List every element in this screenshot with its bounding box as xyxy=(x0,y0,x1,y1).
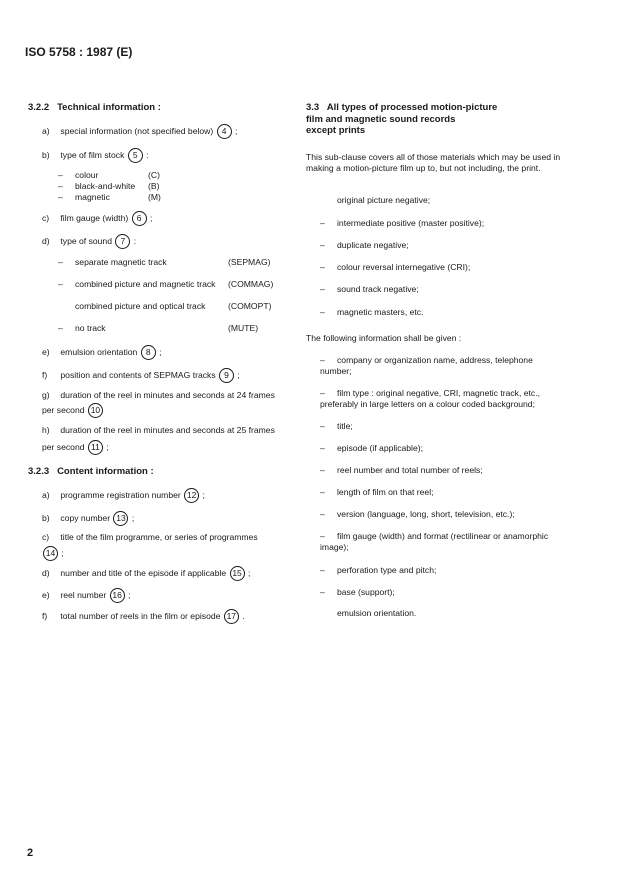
content-item-c xyxy=(42,532,258,543)
info-text: title; xyxy=(337,421,353,431)
material-text: original picture negative; xyxy=(337,195,431,205)
list-item xyxy=(58,257,271,268)
dash: – xyxy=(320,509,325,519)
info-text: perforation type and pitch; xyxy=(337,565,437,575)
page-header: ISO 5758 : 1987 (E) xyxy=(25,45,133,59)
material-item xyxy=(320,195,430,206)
circled-number: 16 xyxy=(110,588,125,603)
sound-code: (MUTE) xyxy=(228,323,259,333)
item-text: duration of the reel in minutes and seconds at 24 frames xyxy=(60,390,275,400)
item-label: c) xyxy=(42,532,50,542)
item-punct: ; xyxy=(61,547,64,558)
info-item xyxy=(320,421,353,432)
material-item xyxy=(320,284,419,295)
dash: – xyxy=(320,240,325,250)
item-label: b) xyxy=(42,149,50,160)
list-item xyxy=(58,301,272,312)
dash: – xyxy=(58,279,63,289)
sound-code: (SEPMAG) xyxy=(228,257,271,267)
item-punct: ; xyxy=(150,212,153,223)
list-item xyxy=(58,192,161,203)
dash: – xyxy=(320,531,325,541)
dash: – xyxy=(58,181,63,191)
item-b xyxy=(42,148,149,163)
section-number: 3.3 xyxy=(306,102,320,113)
item-label: d) xyxy=(42,567,50,578)
material-item xyxy=(320,218,484,229)
item-punct: ; xyxy=(202,489,205,500)
item-text: copy number xyxy=(60,512,111,523)
item-h-continued xyxy=(42,440,109,455)
item-f xyxy=(42,368,240,383)
item-punct: : xyxy=(146,149,149,160)
item-label: f) xyxy=(42,369,48,380)
section-3-2-3-heading xyxy=(28,466,154,477)
item-text: type of sound xyxy=(60,235,112,246)
circled-number: 13 xyxy=(113,511,128,526)
item-text: position and contents of SEPMAG tracks xyxy=(60,369,216,380)
item-text: type of film stock xyxy=(60,149,125,160)
list-item xyxy=(58,170,160,181)
stock-code: (C) xyxy=(148,170,160,180)
item-label: c) xyxy=(42,212,50,223)
item-punct: ; xyxy=(128,589,131,600)
info-text: length of film on that reel; xyxy=(337,487,434,497)
item-punct: ; xyxy=(159,346,162,357)
stock-code: (B) xyxy=(148,181,160,191)
following-info-intro: The following information shall be given : xyxy=(306,333,462,343)
stock-name: colour xyxy=(75,170,99,180)
circled-number: 15 xyxy=(230,566,245,581)
item-label: e) xyxy=(42,589,50,600)
section-3-2-2-heading xyxy=(28,102,161,113)
dash: – xyxy=(320,421,325,431)
material-item xyxy=(320,307,423,318)
sound-type: combined picture and optical track xyxy=(75,301,206,311)
item-label: g) xyxy=(42,390,50,400)
dash: – xyxy=(58,257,63,267)
circled-number: 6 xyxy=(132,211,147,226)
sound-type: separate magnetic track xyxy=(75,257,167,267)
circled-number: 10 xyxy=(88,403,103,418)
material-item xyxy=(320,262,470,273)
dash: – xyxy=(320,218,325,228)
item-label: b) xyxy=(42,512,50,523)
material-text: magnetic masters, etc. xyxy=(337,307,424,317)
item-label: f) xyxy=(42,610,48,621)
info-text: reel number and total number of reels; xyxy=(337,465,483,475)
info-item xyxy=(320,443,423,454)
dash: – xyxy=(320,284,325,294)
item-text: special information (not specified below) xyxy=(60,125,214,136)
content-item-b xyxy=(42,511,134,526)
dash: – xyxy=(58,170,63,180)
content-item-a xyxy=(42,488,205,503)
intro-paragraph: This sub-clause covers all of those materials which may be used in making a motion-picture film up to, but not including, the print. xyxy=(306,152,561,173)
section-title-line-2: film and magnetic sound records xyxy=(306,113,456,125)
info-item xyxy=(320,587,395,598)
dash: – xyxy=(58,192,63,202)
dash: – xyxy=(320,487,325,497)
item-text: programme registration number xyxy=(60,489,181,500)
info-text: company or organization name, address, telephone number; xyxy=(320,355,533,376)
item-text: film gauge (width) xyxy=(60,212,129,223)
list-item xyxy=(58,181,160,192)
info-item xyxy=(320,388,560,410)
content-item-f xyxy=(42,609,245,624)
info-item xyxy=(320,608,416,619)
info-item xyxy=(320,355,560,377)
item-punct: ; xyxy=(235,125,238,136)
dash: – xyxy=(320,465,325,475)
dash: – xyxy=(320,307,325,317)
item-e xyxy=(42,345,161,360)
info-item xyxy=(320,565,436,576)
item-punct: . xyxy=(242,610,245,621)
item-g xyxy=(42,390,275,401)
item-label: h) xyxy=(42,425,50,435)
dash: – xyxy=(320,388,325,398)
item-label: d) xyxy=(42,235,50,246)
item-punct: ; xyxy=(131,512,135,523)
section-number: 3.2.2 xyxy=(28,102,50,113)
item-punct: ; xyxy=(237,369,240,380)
item-c xyxy=(42,211,152,226)
stock-name: black-and-white xyxy=(75,181,136,191)
dash: – xyxy=(320,587,325,597)
item-label: e) xyxy=(42,346,50,357)
material-text: duplicate negative; xyxy=(337,240,409,250)
item-g-continued xyxy=(42,403,104,418)
content-item-c-continued xyxy=(42,546,64,561)
dash: – xyxy=(320,565,325,575)
section-number: 3.2.3 xyxy=(28,466,50,477)
sound-code: (COMMAG) xyxy=(228,279,274,289)
dash: – xyxy=(58,323,63,333)
page-number: 2 xyxy=(27,847,34,859)
circled-number: 14 xyxy=(43,546,58,561)
info-item xyxy=(320,465,483,476)
info-text: base (support); xyxy=(337,587,395,597)
material-text: sound track negative; xyxy=(337,284,419,294)
stock-code: (M) xyxy=(148,192,161,202)
item-d xyxy=(42,234,136,249)
item-text: title of the film programme, or series of programmes xyxy=(60,532,258,542)
list-item xyxy=(58,279,274,290)
item-text: number and title of the episode if applicable xyxy=(60,567,227,578)
circled-number: 9 xyxy=(219,368,234,383)
sound-code: (COMOPT) xyxy=(228,301,272,311)
section-title-line-3: except prints xyxy=(306,125,366,136)
circled-number: 4 xyxy=(217,124,232,139)
item-punct: : xyxy=(133,235,137,246)
content-item-d xyxy=(42,566,250,581)
stock-name: magnetic xyxy=(75,192,110,202)
section-title: Technical information : xyxy=(57,102,161,113)
info-text: film gauge (width) and format (rectilinear or anamorphic image); xyxy=(320,531,549,552)
info-item xyxy=(320,531,560,553)
sound-type: combined picture and magnetic track xyxy=(75,279,216,289)
circled-number: 12 xyxy=(184,488,199,503)
item-text: total number of reels in the film or episode xyxy=(60,610,221,621)
item-h xyxy=(42,425,275,436)
dash: – xyxy=(320,443,325,453)
circled-number: 5 xyxy=(128,148,143,163)
circled-number: 17 xyxy=(224,609,239,624)
item-text: emulsion orientation xyxy=(60,346,138,357)
item-text: duration of the reel in minutes and seconds at 25 frames xyxy=(60,425,275,435)
info-text: version (language, long, short, television, etc.); xyxy=(337,509,515,519)
circled-number: 8 xyxy=(141,345,156,360)
info-text: episode (if applicable); xyxy=(337,443,423,453)
info-item xyxy=(320,487,434,498)
material-text: intermediate positive (master positive); xyxy=(337,218,485,228)
dash: – xyxy=(320,355,325,365)
content-item-e xyxy=(42,588,130,603)
section-3-3-heading xyxy=(306,102,497,137)
item-text: reel number xyxy=(60,589,107,600)
sound-type: no track xyxy=(75,323,106,333)
info-text: emulsion orientation. xyxy=(337,608,417,618)
item-text: per second xyxy=(42,404,85,415)
info-item xyxy=(320,509,515,520)
circled-number: 11 xyxy=(88,440,103,455)
dash: – xyxy=(320,262,325,272)
section-title: Content information : xyxy=(57,466,154,477)
item-a xyxy=(42,124,237,139)
circled-number: 7 xyxy=(115,234,130,249)
list-item xyxy=(58,323,259,334)
info-text: film type : original negative, CRI, magnetic track, etc., preferably in large letters on a colour coded background; xyxy=(320,388,540,409)
material-item xyxy=(320,240,409,251)
item-label: a) xyxy=(42,489,50,500)
item-label: a) xyxy=(42,125,50,136)
item-punct: ; xyxy=(106,441,109,452)
material-text: colour reversal internegative (CRI); xyxy=(337,262,471,272)
item-text: per second xyxy=(42,441,85,452)
item-punct: ; xyxy=(247,567,251,578)
section-title-line-1: All types of processed motion-picture xyxy=(326,102,498,113)
